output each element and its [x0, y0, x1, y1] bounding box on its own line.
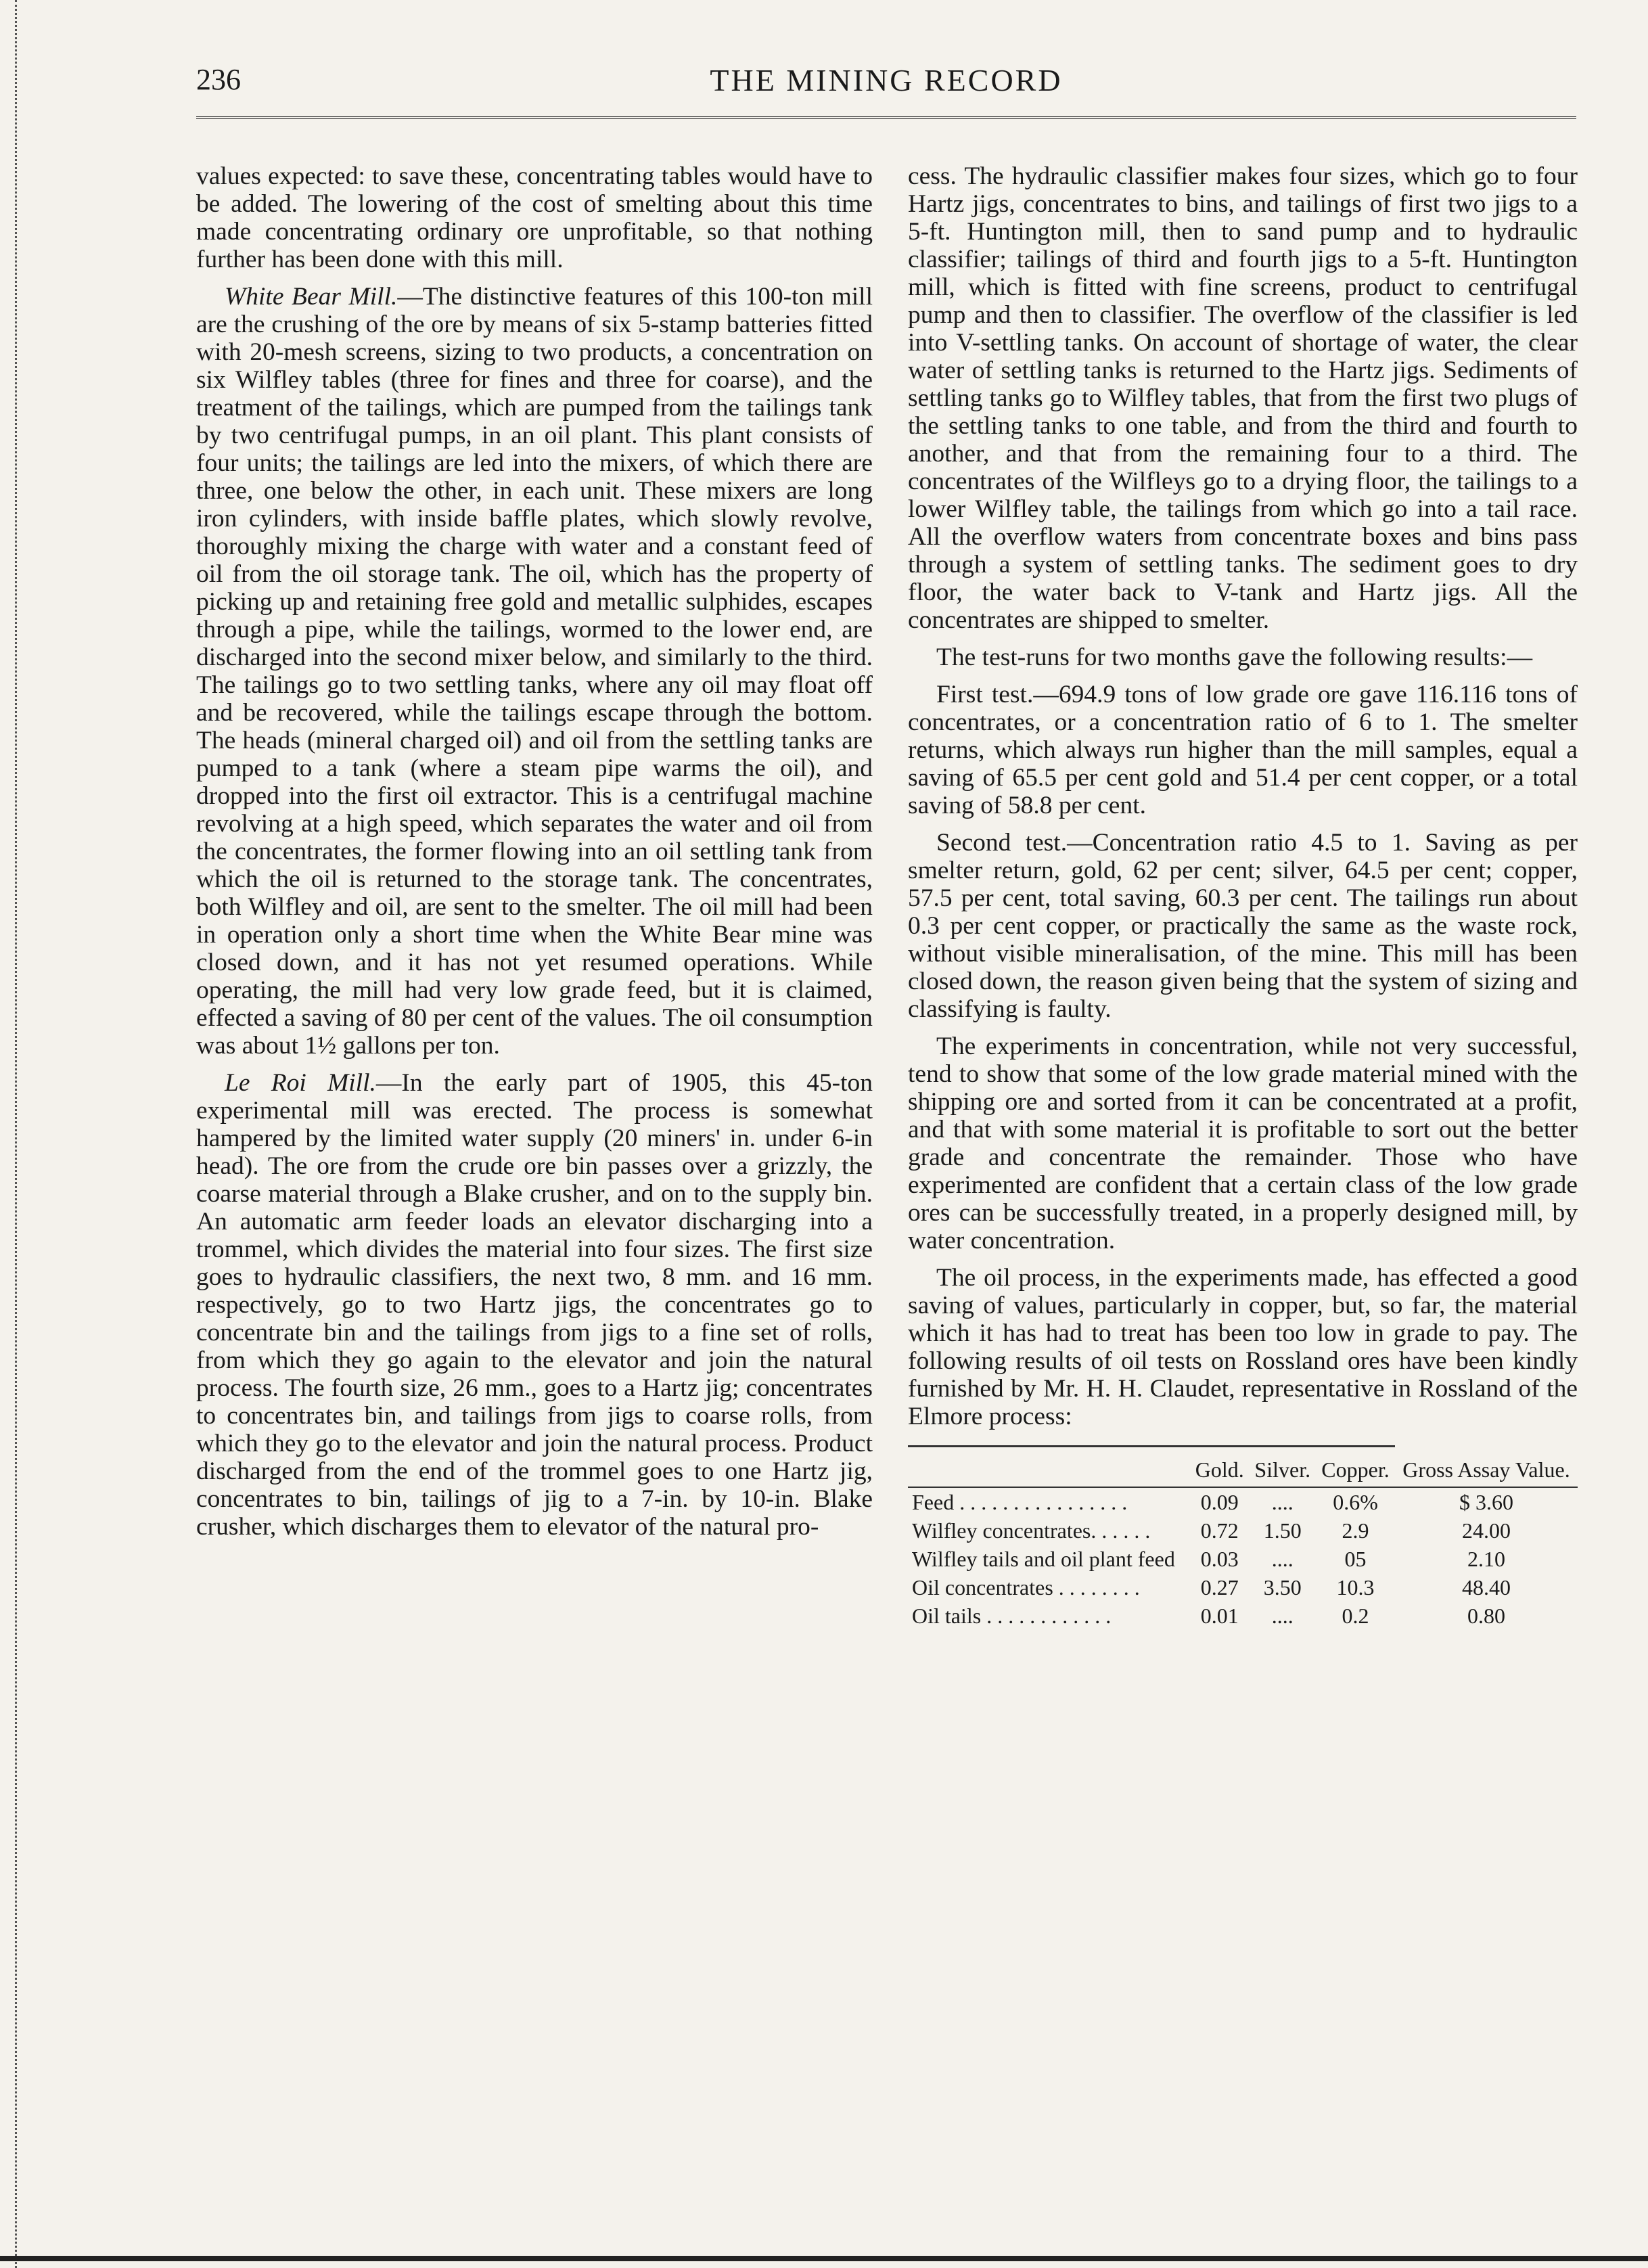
table-cell: $ 3.60: [1459, 1490, 1513, 1514]
paragraph-continued: values expected: to save these, concentrating tables would have to be added. The lowering of the cost of smelting about this time made concentrating ordinary ore unprofitable, so that nothing further has been done with this mill.: [196, 162, 873, 273]
table-header-gold: Gold.: [1195, 1457, 1244, 1482]
header-rule: [196, 116, 1576, 119]
table-cell: 3.50: [1263, 1575, 1302, 1600]
white-bear-text: —The distinctive features of this 100-ton mill are the crushing of the ore by means of six 5-stamp batteries fitted with 20-mesh screens, sizing to two products, a concentration on six Wilfley tables (three for fines and three for coarse), and the treatment of the tailings, which are pumped from the tailings tank by two centrifugal pumps, in an oil plant. This plant consists of four units; the tailings are led into the mixers, of which there are three, one below the other, in each unit. These mixers are long iron cylinders, with inside baffle plates, which slowly revolve, thoroughly mixing the charge with water and a constant feed of oil from the oil storage tank. The oil, which has the property of picking up and retaining free gold and metallic sulphides, escapes through a pipe, while the tailings, wormed to the lower end, are discharged into the second mixer below, and similarly to the third. The tailings go to two settling tanks, where any oil may float off and be recovered, while the tailings escape through the bottom. The heads (mineral charged oil) and oil from the settling tanks are pumped to a tank (where a steam pipe warms the oil), and dropped into the first oil extractor. This is a centrifugal machine revolving at a high speed, which separates the water and oil from the concentrates, the former flowing into an oil settling tank from which the oil is returned to the storage tank. The concentrates, both Wilfley and oil, are sent to the smelter. The oil mill had been in operation only a short time when the White Bear mine was closed down, and it has not yet resumed operations. While operating, the mill had very low grade feed, but it is claimed, effected a saving of 80 per cent of the values. The oil consumption was about 1½ gallons per ton.: [196, 283, 873, 1060]
running-title: THE MINING RECORD: [710, 63, 1063, 97]
table-cell: 2.9: [1342, 1518, 1369, 1543]
table-cell: 1.50: [1263, 1518, 1302, 1543]
table-cell: 0.6%: [1333, 1490, 1378, 1514]
table-cell: ....: [1271, 1490, 1294, 1514]
page-edge-bottom: [0, 2256, 1648, 2261]
table-header-row: [908, 1457, 1578, 1487]
table-row: [908, 1573, 1578, 1602]
table-cell: 0.09: [1200, 1490, 1239, 1514]
assay-table-wrap: [908, 1445, 1578, 1630]
paragraph-process-continued: cess. The hydraulic classifier makes four sizes, which go to four Hartz jigs, concentrates to bins, and tailings of first two jigs to a 5-ft. Huntington mill, then to sand pump and to hydraulic classifier; tailings of third and fourth jigs to a 5-ft. Huntington mill, which is fitted with fine screens, product to centrifugal pump and then to classifier. The overflow of the classifier is led into V-settling tanks. On account of shortage of water, the clear water of settling tanks is returned to the Hartz jigs. Sediments of settling tanks go to Wilfley tables, that from the first two plugs of the settling tanks to one table, and from the third and fourth to another, and that from the remaining four to a third. The concentrates of the Wilfleys go to a drying floor, the tailings to a lower Wilfley table, the tailings from which go into a tail race. All the overflow waters from concentrate boxes and bins pass through a system of settling tanks. The sediment goes to dry floor, the water back to V-tank and Hartz jigs. All the concentrates are shipped to smelter.: [908, 162, 1578, 634]
page-edge-left: [0, 0, 17, 2268]
table-cell: 0.03: [1200, 1547, 1239, 1571]
table-cell: 0.80: [1467, 1604, 1505, 1628]
page-number: 236: [196, 63, 241, 96]
table-header-copper: Copper.: [1321, 1457, 1390, 1482]
table-cell: 24.00: [1462, 1518, 1511, 1543]
table-cell: Oil tails . . . . . . . . . . . .: [912, 1604, 1112, 1628]
paragraph-le-roi-mill: [196, 1069, 873, 1541]
table-row: [908, 1545, 1578, 1573]
table-cell: Feed . . . . . . . . . . . . . . . .: [912, 1490, 1128, 1514]
table-cell: 48.40: [1462, 1575, 1511, 1600]
table-cell: ....: [1271, 1547, 1294, 1571]
table-header-gross-value: Gross Assay Value.: [1402, 1457, 1570, 1482]
paragraph-test-runs: The test-runs for two months gave the following results:—: [936, 643, 1533, 671]
table-cell: 0.2: [1342, 1604, 1369, 1628]
table-cell: 0.27: [1200, 1575, 1239, 1600]
table-cell: Wilfley tails and oil plant feed: [912, 1547, 1175, 1571]
table-row: [908, 1602, 1578, 1630]
table-header-label: [908, 1457, 1190, 1487]
table-cell: 10.3: [1336, 1575, 1375, 1600]
table-cell: Wilfley concentrates. . . . . .: [912, 1518, 1151, 1543]
mill-name-white-bear: White Bear Mill.: [225, 283, 398, 311]
paragraph-oil-process: The oil process, in the experiments made, has effected a good saving of values, particularly in copper, but, so far, the material which it has had to treat has been too low in grade to pay. The following results of oil tests on Rossland ores have been kindly furnished by Mr. H. H. Claudet, representative in Rossland of the Elmore process:: [908, 1264, 1578, 1430]
assay-table: [908, 1457, 1578, 1630]
table-row: [908, 1516, 1578, 1545]
right-column: [908, 162, 1578, 1630]
paragraph-first-test: First test.—694.9 tons of low grade ore gave 116.116 tons of concentrates, or a concentration ratio of 6 to 1. The smelter returns, which always run higher than the mill samples, equal a saving of 65.5 per cent gold and 51.4 per cent copper, or a total saving of 58.8 per cent.: [908, 681, 1578, 819]
le-roi-text: —In the early part of 1905, this 45-ton experimental mill was erected. The process is somewhat hampered by the limited water supply (20 miners' in. under 6-in head). The ore from the crude ore bin passes over a grizzly, the coarse material through a Blake crusher, and on to the supply bin. An automatic arm feeder loads an elevator discharging into a trommel, which divides the material into four sizes. The first size goes to hydraulic classifiers, the next two, 8 mm. and 16 mm. respectively, go to two Hartz jigs, the concentrates go to concentrate bin and the tailings from jigs to a fine set of rolls, from which they go again to the elevator and join the natural process. The fourth size, 26 mm., goes to a Hartz jig; concentrates to concentrates bin, and tailings from jigs to coarse rolls, from which they go to the elevator and join the natural process. Product discharged from the end of the trommel goes to one Hartz jig, concentrates to bin, tailings of jig to a 7-in. by 10-in. Blake crusher, which discharges them to elevator of the natural pro-: [196, 1069, 873, 1541]
paragraph-white-bear-mill: [196, 283, 873, 1060]
table-header-silver: Silver.: [1254, 1457, 1311, 1482]
left-column: [196, 162, 873, 1550]
table-cell: 05: [1344, 1547, 1367, 1571]
table-cell: ....: [1271, 1604, 1294, 1628]
paragraph-experiments: The experiments in concentration, while not very successful, tend to show that some of the low grade material mined with the shipping ore and sorted from it can be concentrated at a profit, and that with some material it is profitable to sort out the better grade and concentrate the remainder. Those who have experimented are confident that a certain class of the low grade ores can be successfully treated, in a properly designed mill, by water concentration.: [908, 1033, 1578, 1254]
table-cell: 0.72: [1200, 1518, 1239, 1543]
page-header: [196, 62, 1576, 103]
paragraph-second-test: Second test.—Concentration ratio 4.5 to 1. Saving as per smelter return, gold, 62 per cent; silver, 64.5 per cent; copper, 57.5 per cent, total saving, 60.3 per cent. The tailings run about 0.3 per cent copper, or practically the same as the waste rock, without visible mineralisation, of the mine. This mill has been closed down, the reason given being that the system of sizing and classifying is faulty.: [908, 829, 1578, 1023]
mill-name-le-roi: Le Roi Mill.: [225, 1069, 376, 1097]
table-top-rule: [908, 1445, 1395, 1447]
table-cell: 0.01: [1200, 1604, 1239, 1628]
table-row: [908, 1487, 1578, 1516]
table-cell: 2.10: [1467, 1547, 1505, 1571]
table-cell: Oil concentrates . . . . . . . .: [912, 1575, 1140, 1600]
